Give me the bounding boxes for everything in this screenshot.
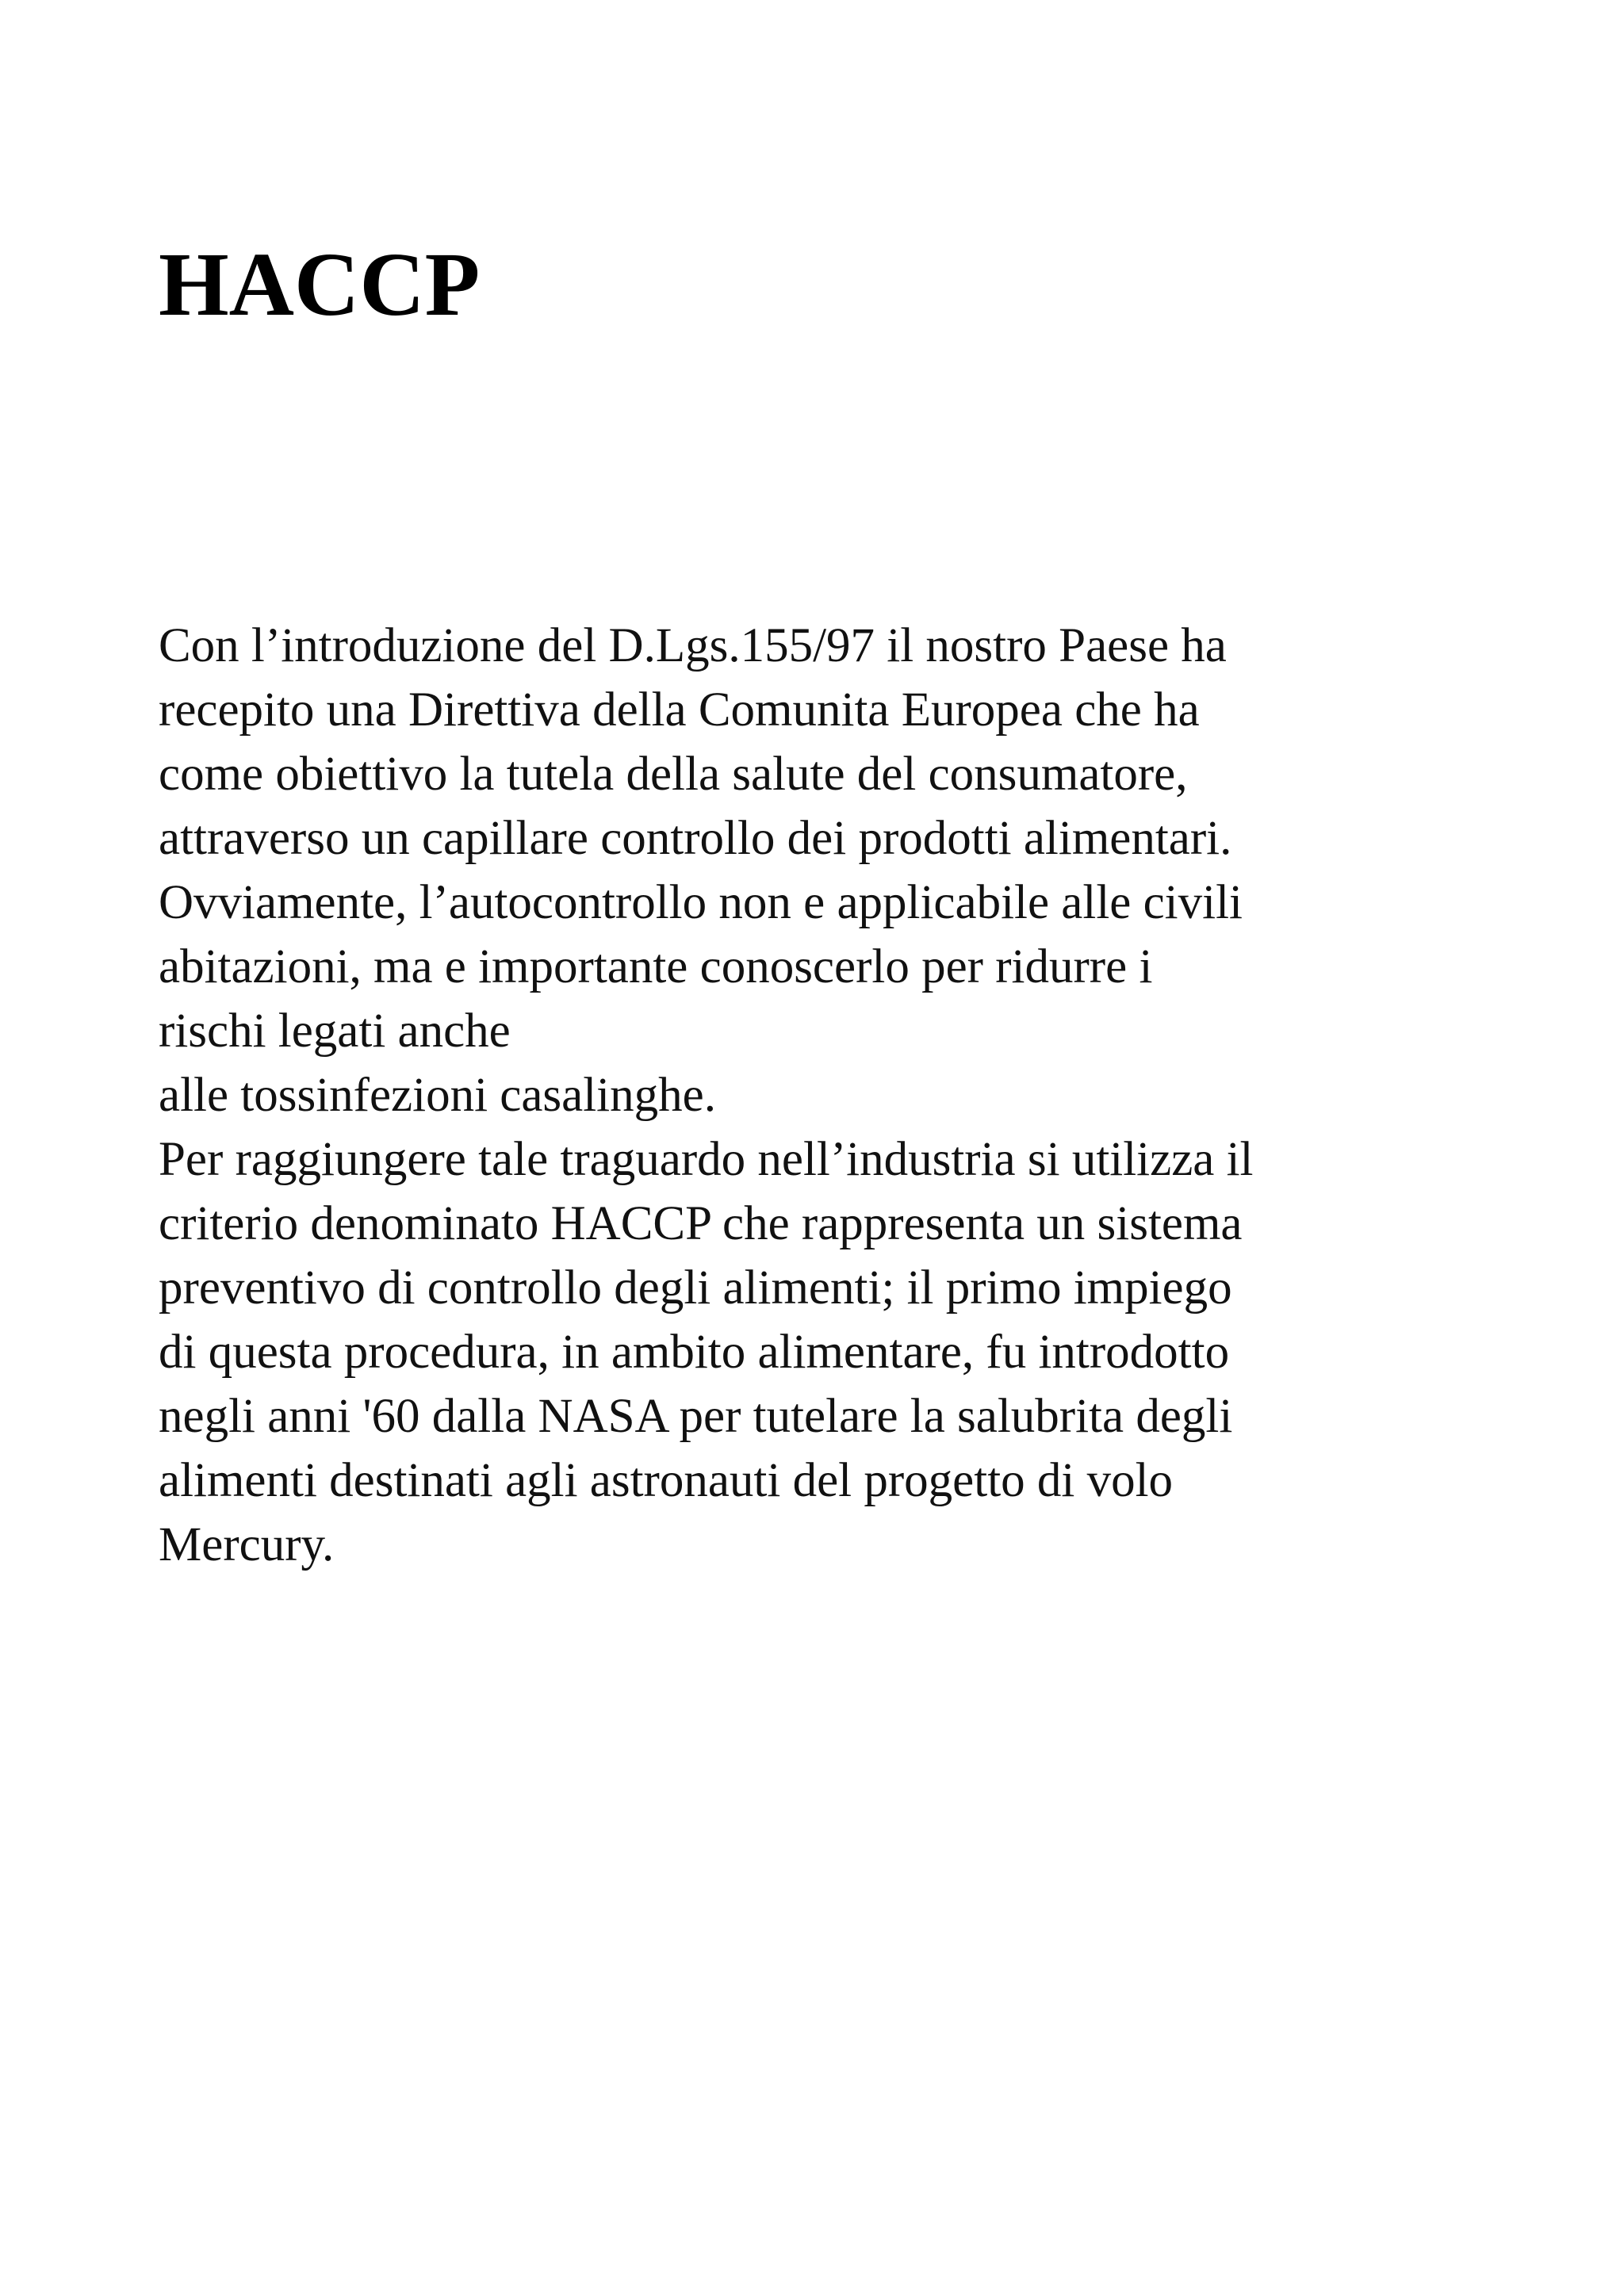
text-line: attraverso un capillare controllo dei prodotti alimentari. (159, 812, 1232, 865)
text-line: di questa procedura, in ambito alimentare, fu introdotto (159, 1326, 1230, 1379)
text-line: recepito una Direttiva della Comunita Europea che ha (159, 683, 1200, 737)
text-line: negli anni '60 dalla NASA per tutelare la salubrita degli (159, 1390, 1233, 1443)
text-line: Ovviamente, l’autocontrollo non e applicabile alle civili (159, 876, 1243, 929)
text-line: Con l’introduzione del D.Lgs.155/97 il nostro Paese ha (159, 619, 1227, 672)
page-title: HACCP (159, 234, 481, 335)
text-line: criterio denominato HACCP che rappresenta un sistema (159, 1197, 1243, 1250)
text-line: alle tossinfezioni casalinghe. (159, 1069, 716, 1122)
text-line: preventivo di controllo degli alimenti; il primo impiego (159, 1261, 1232, 1314)
text-line: rischi legati anche (159, 1004, 511, 1058)
text-line: alimenti destinati agli astronauti del progetto di volo (159, 1454, 1174, 1507)
text-line: Mercury. (159, 1518, 335, 1571)
text-line: abitazioni, ma e importante conoscerlo per ridurre i (159, 940, 1153, 993)
body-paragraph (159, 614, 1253, 1577)
text-line: come obiettivo la tutela della salute del consumatore, (159, 748, 1188, 801)
text-line: Per raggiungere tale traguardo nell’industria si utilizza il (159, 1133, 1254, 1186)
